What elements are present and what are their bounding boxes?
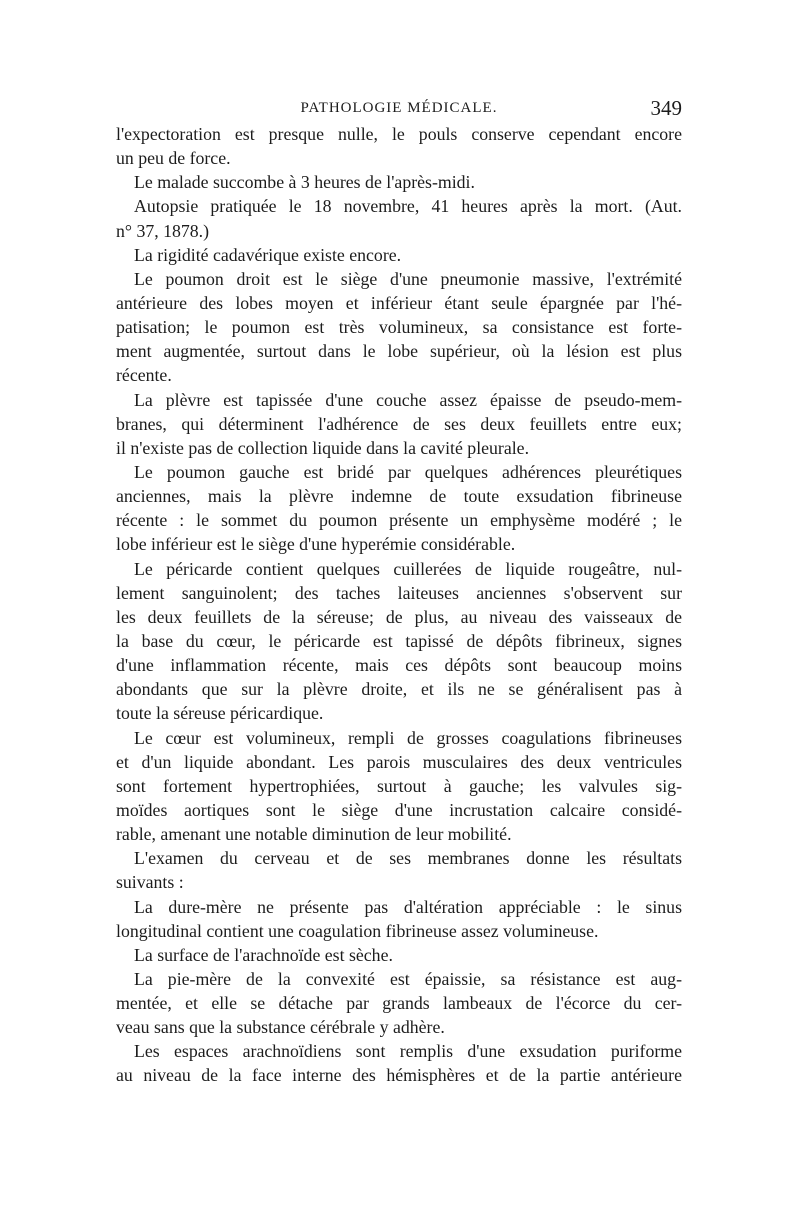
text-line: Le péricarde contient quelques cuillerées de liquide rougeâtre, nul- [134, 558, 682, 579]
text-line: La pie-mère de la convexité est épaissie, sa résistance est aug- [134, 968, 682, 989]
text-line: Autopsie pratiquée le 18 novembre, 41 heures après la mort. (Aut. [134, 196, 682, 217]
text-line: sont fortement hypertrophiées, surtout à gauche; les valvules sig- [116, 775, 682, 796]
page-number: 349 [650, 96, 682, 120]
body-text [116, 122, 682, 1088]
text-line: Le cœur est volumineux, rempli de grosses coagulations fibrineuses [134, 727, 682, 748]
text-line: antérieure des lobes moyen et inférieur étant seule épargnée par l'hé- [116, 292, 682, 313]
text-line: patisation; le poumon est très volumineux, sa consistance est forte- [116, 317, 682, 338]
text-line: d'une inflammation récente, mais ces dépôts sont beaucoup moins [116, 655, 682, 676]
text-line: Le poumon gauche est bridé par quelques adhérences pleurétiques [134, 461, 682, 482]
text-line: Les espaces arachnoïdiens sont remplis d'une exsudation puriforme [134, 1041, 682, 1062]
text-line: La rigidité cadavérique existe encore. [134, 244, 402, 265]
text-line: rable, amenant une notable diminution de leur mobilité. [116, 824, 512, 845]
text-line: mentée, et elle se détache par grands lambeaux de l'écorce du cer- [116, 993, 682, 1014]
text-line: n° 37, 1878.) [116, 220, 210, 241]
text-line: lobe inférieur est le siège d'une hyperémie considérable. [116, 534, 516, 555]
text-line: La surface de l'arachnoïde est sèche. [134, 944, 393, 965]
text-line: L'examen du cerveau et de ses membranes donne les résultats [134, 848, 682, 869]
text-line: récente : le sommet du poumon présente un emphysème modéré ; le [116, 510, 682, 531]
text-line: et d'un liquide abondant. Les parois musculaires des deux ventricules [116, 751, 682, 772]
text-line: au niveau de la face interne des hémisphères et de la partie antérieure [116, 1065, 682, 1086]
running-title: PATHOLOGIE MÉDICALE. [300, 100, 498, 116]
text-line: ment augmentée, surtout dans le lobe supérieur, où la lésion est plus [116, 341, 682, 362]
text-line: longitudinal contient une coagulation fibrineuse assez volumineuse. [116, 920, 599, 941]
text-line: anciennes, mais la plèvre indemne de toute exsudation fibrineuse [116, 486, 682, 507]
text-line: veau sans que la substance cérébrale y adhère. [116, 1017, 445, 1038]
text-line: moïdes aortiques sont le siège d'une incrustation calcaire considé- [116, 799, 682, 820]
text-line: toute la séreuse péricardique. [116, 703, 324, 724]
text-line: il n'existe pas de collection liquide dans la cavité pleurale. [116, 437, 530, 458]
text-line: lement sanguinolent; des taches laiteuses anciennes s'observent sur [116, 582, 682, 603]
text-line: La plèvre est tapissée d'une couche assez épaisse de pseudo-mem- [134, 389, 682, 410]
text-line: branes, qui déterminent l'adhérence de ses deux feuillets entre eux; [116, 413, 682, 434]
text-line: Le malade succombe à 3 heures de l'après-midi. [134, 172, 475, 193]
text-line: récente. [116, 365, 172, 386]
text-line: Le poumon droit est le siège d'une pneumonie massive, l'extrémité [134, 268, 682, 289]
text-line: les deux feuillets de la séreuse; de plus, au niveau des vaisseaux de [116, 606, 682, 627]
page-header [116, 96, 682, 120]
text-line: suivants : [116, 872, 184, 893]
text-line: un peu de force. [116, 148, 231, 169]
text-line: La dure-mère ne présente pas d'altération appréciable : le sinus [134, 896, 682, 917]
text-line: abondants que sur la plèvre droite, et ils ne se généralisent pas à [116, 679, 682, 700]
text-line: la base du cœur, le péricarde est tapissé de dépôts fibrineux, signes [116, 630, 682, 651]
text-line: l'expectoration est presque nulle, le pouls conserve cependant encore [116, 124, 682, 144]
